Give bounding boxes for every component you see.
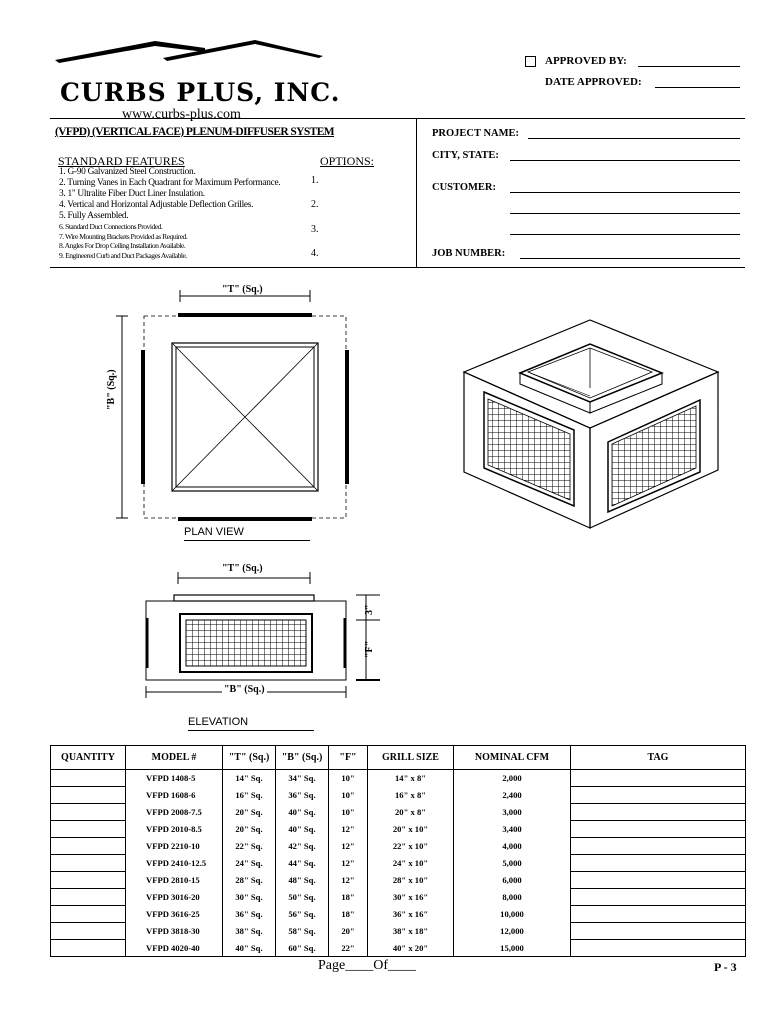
cell-t: 28" Sq. <box>223 872 276 889</box>
feature-item: 1. G-90 Galvanized Steel Construction. <box>59 167 196 177</box>
cell-tag[interactable] <box>571 872 746 889</box>
cell-b: 40" Sq. <box>276 804 329 821</box>
cell-grill-size: 14" x 8" <box>368 770 454 787</box>
cell-b: 42" Sq. <box>276 838 329 855</box>
cell-t: 22" Sq. <box>223 838 276 855</box>
job-number-field[interactable] <box>520 258 740 259</box>
cell-quantity[interactable] <box>51 821 126 838</box>
cell-quantity[interactable] <box>51 770 126 787</box>
cell-b: 58" Sq. <box>276 923 329 940</box>
cell-model: VFPD 4020-40 <box>126 940 223 957</box>
elevation-3in-dimension: 3" <box>364 604 375 615</box>
table-row <box>51 787 746 804</box>
table-row <box>51 872 746 889</box>
cell-tag[interactable] <box>571 940 746 957</box>
job-number-label: JOB NUMBER: <box>432 248 506 259</box>
feature-item: 5. Fully Assembled. <box>59 211 129 221</box>
approved-by-label: APPROVED BY: <box>545 55 627 67</box>
cell-model: VFPD 2010-8.5 <box>126 821 223 838</box>
table-row <box>51 770 746 787</box>
header-nominal-cfm: NOMINAL CFM <box>454 746 571 770</box>
cell-quantity[interactable] <box>51 940 126 957</box>
elevation-underline <box>188 730 314 731</box>
feature-item: 9. Engineered Curb and Duct Packages Available. <box>59 250 187 260</box>
feature-item: 8. Angles For Drop Ceiling Installation Available. <box>59 241 186 251</box>
cell-grill-size: 30" x 16" <box>368 889 454 906</box>
feature-item: 3. 1" Ultralite Fiber Duct Liner Insulation. <box>59 189 205 199</box>
header-quantity: QUANTITY <box>51 746 126 770</box>
cell-quantity[interactable] <box>51 923 126 940</box>
page-of-field[interactable]: Page____Of____ <box>318 958 416 973</box>
cell-cfm: 3,400 <box>454 821 571 838</box>
cell-t: 24" Sq. <box>223 855 276 872</box>
cell-f: 12" <box>329 838 368 855</box>
cell-grill-size: 22" x 10" <box>368 838 454 855</box>
cell-cfm: 8,000 <box>454 889 571 906</box>
elevation-t-dimension: "T" (Sq.) <box>222 563 263 574</box>
model-table <box>50 745 746 957</box>
system-title: (VFPD) (VERTICAL FACE) PLENUM-DIFFUSER SYSTEM <box>55 126 335 138</box>
date-approved-label: DATE APPROVED: <box>545 76 642 88</box>
cell-b: 40" Sq. <box>276 821 329 838</box>
cell-grill-size: 28" x 10" <box>368 872 454 889</box>
cell-quantity[interactable] <box>51 787 126 804</box>
cell-t: 30" Sq. <box>223 889 276 906</box>
cell-quantity[interactable] <box>51 804 126 821</box>
isometric-view-drawing <box>464 320 718 528</box>
cell-tag[interactable] <box>571 889 746 906</box>
cell-tag[interactable] <box>571 804 746 821</box>
elevation-drawing <box>146 572 380 698</box>
cell-cfm: 2,000 <box>454 770 571 787</box>
cell-b: 48" Sq. <box>276 872 329 889</box>
cell-b: 44" Sq. <box>276 855 329 872</box>
cell-grill-size: 20" x 8" <box>368 804 454 821</box>
plan-view-drawing <box>116 290 349 521</box>
cell-f: 12" <box>329 872 368 889</box>
table-row <box>51 889 746 906</box>
plan-view-underline <box>184 540 310 541</box>
table-row <box>51 923 746 940</box>
table-row <box>51 838 746 855</box>
option-item: 3. <box>311 224 319 235</box>
company-logo-roof <box>55 38 325 78</box>
project-name-field[interactable] <box>528 138 740 139</box>
cell-tag[interactable] <box>571 923 746 940</box>
cell-tag[interactable] <box>571 906 746 923</box>
cell-model: VFPD 2810-15 <box>126 872 223 889</box>
cell-f: 22" <box>329 940 368 957</box>
standard-features-title: STANDARD FEATURES <box>58 154 185 168</box>
customer-label: CUSTOMER: <box>432 182 496 193</box>
plan-b-dimension: "B" (Sq.) <box>106 369 117 410</box>
table-row <box>51 906 746 923</box>
cell-quantity[interactable] <box>51 906 126 923</box>
cell-f: 18" <box>329 906 368 923</box>
date-approved-field[interactable] <box>655 87 740 88</box>
cell-model: VFPD 2210-10 <box>126 838 223 855</box>
table-row <box>51 940 746 957</box>
cell-quantity[interactable] <box>51 889 126 906</box>
header-model: MODEL # <box>126 746 223 770</box>
cell-f: 10" <box>329 770 368 787</box>
cell-t: 20" Sq. <box>223 821 276 838</box>
company-website[interactable]: www.curbs-plus.com <box>122 107 241 122</box>
option-item: 4. <box>311 248 319 259</box>
cell-grill-size: 24" x 10" <box>368 855 454 872</box>
table-row <box>51 804 746 821</box>
customer-field-line-3[interactable] <box>510 234 740 235</box>
cell-cfm: 6,000 <box>454 872 571 889</box>
cell-t: 20" Sq. <box>223 804 276 821</box>
cell-model: VFPD 3818-30 <box>126 923 223 940</box>
feature-item: 7. Wire Mounting Brackets Provided as Required. <box>59 231 188 241</box>
options-title: OPTIONS: <box>320 154 375 168</box>
header-b: "B" (Sq.) <box>276 746 329 770</box>
header-grill-size: GRILL SIZE <box>368 746 454 770</box>
cell-model: VFPD 3616-25 <box>126 906 223 923</box>
cell-b: 60" Sq. <box>276 940 329 957</box>
cell-b: 56" Sq. <box>276 906 329 923</box>
cell-f: 20" <box>329 923 368 940</box>
cell-grill-size: 20" x 10" <box>368 821 454 838</box>
cell-model: VFPD 3016-20 <box>126 889 223 906</box>
city-state-label: CITY, STATE: <box>432 150 499 161</box>
cell-grill-size: 36" x 16" <box>368 906 454 923</box>
features-list <box>59 167 319 260</box>
cell-b: 36" Sq. <box>276 787 329 804</box>
plan-t-dimension: "T" (Sq.) <box>222 284 263 295</box>
customer-field-line-2[interactable] <box>510 213 740 214</box>
cell-quantity[interactable] <box>51 855 126 872</box>
cell-t: 36" Sq. <box>223 906 276 923</box>
cell-tag[interactable] <box>571 855 746 872</box>
cell-tag[interactable] <box>571 821 746 838</box>
cell-cfm: 15,000 <box>454 940 571 957</box>
cell-grill-size: 38" x 18" <box>368 923 454 940</box>
customer-field-line-1[interactable] <box>510 192 740 193</box>
cell-t: 40" Sq. <box>223 940 276 957</box>
cell-f: 18" <box>329 889 368 906</box>
page-number: P - 3 <box>714 960 737 974</box>
cell-tag[interactable] <box>571 770 746 787</box>
cell-cfm: 4,000 <box>454 838 571 855</box>
cell-cfm: 2,400 <box>454 787 571 804</box>
cell-cfm: 12,000 <box>454 923 571 940</box>
approved-by-field[interactable] <box>638 66 740 67</box>
table-row <box>51 855 746 872</box>
cell-t: 16" Sq. <box>223 787 276 804</box>
cell-f: 12" <box>329 855 368 872</box>
feature-item: 6. Standard Duct Connections Provided. <box>59 222 163 231</box>
header-f: "F" <box>329 746 368 770</box>
cell-model: VFPD 1608-6 <box>126 787 223 804</box>
feature-item: 2. Turning Vanes in Each Quadrant for Maximum Performance. <box>59 178 281 188</box>
cell-b: 50" Sq. <box>276 889 329 906</box>
cell-cfm: 3,000 <box>454 804 571 821</box>
project-name-label: PROJECT NAME: <box>432 128 520 139</box>
cell-cfm: 5,000 <box>454 855 571 872</box>
header-tag: TAG <box>571 746 746 770</box>
company-name: CURBS PLUS, INC. <box>60 78 341 107</box>
cell-t: 14" Sq. <box>223 770 276 787</box>
cell-quantity[interactable] <box>51 838 126 855</box>
cell-grill-size: 16" x 8" <box>368 787 454 804</box>
table-header-row <box>51 746 746 770</box>
elevation-f-dimension: "F" <box>364 640 375 658</box>
cell-model: VFPD 2008-7.5 <box>126 804 223 821</box>
cell-quantity[interactable] <box>51 872 126 889</box>
cell-f: 10" <box>329 804 368 821</box>
option-item: 2. <box>311 199 319 210</box>
table-row <box>51 821 746 838</box>
cell-tag[interactable] <box>571 787 746 804</box>
approved-checkbox[interactable] <box>525 56 536 67</box>
cell-cfm: 10,000 <box>454 906 571 923</box>
cell-f: 12" <box>329 821 368 838</box>
elevation-label: ELEVATION <box>188 716 249 728</box>
cell-grill-size: 40" x 20" <box>368 940 454 957</box>
option-item: 1. <box>311 175 319 186</box>
cell-model: VFPD 1408-5 <box>126 770 223 787</box>
feature-item: 4. Vertical and Horizontal Adjustable Deflection Grilles. <box>59 200 254 210</box>
cell-f: 10" <box>329 787 368 804</box>
header-t: "T" (Sq.) <box>223 746 276 770</box>
cell-b: 34" Sq. <box>276 770 329 787</box>
technical-drawings <box>0 280 770 740</box>
city-state-field[interactable] <box>510 160 740 161</box>
cell-model: VFPD 2410-12.5 <box>126 855 223 872</box>
elevation-b-dimension: "B" (Sq.) <box>224 684 265 695</box>
cell-t: 38" Sq. <box>223 923 276 940</box>
info-frame-divider <box>416 118 417 268</box>
cell-tag[interactable] <box>571 838 746 855</box>
plan-view-label: PLAN VIEW <box>184 526 244 538</box>
